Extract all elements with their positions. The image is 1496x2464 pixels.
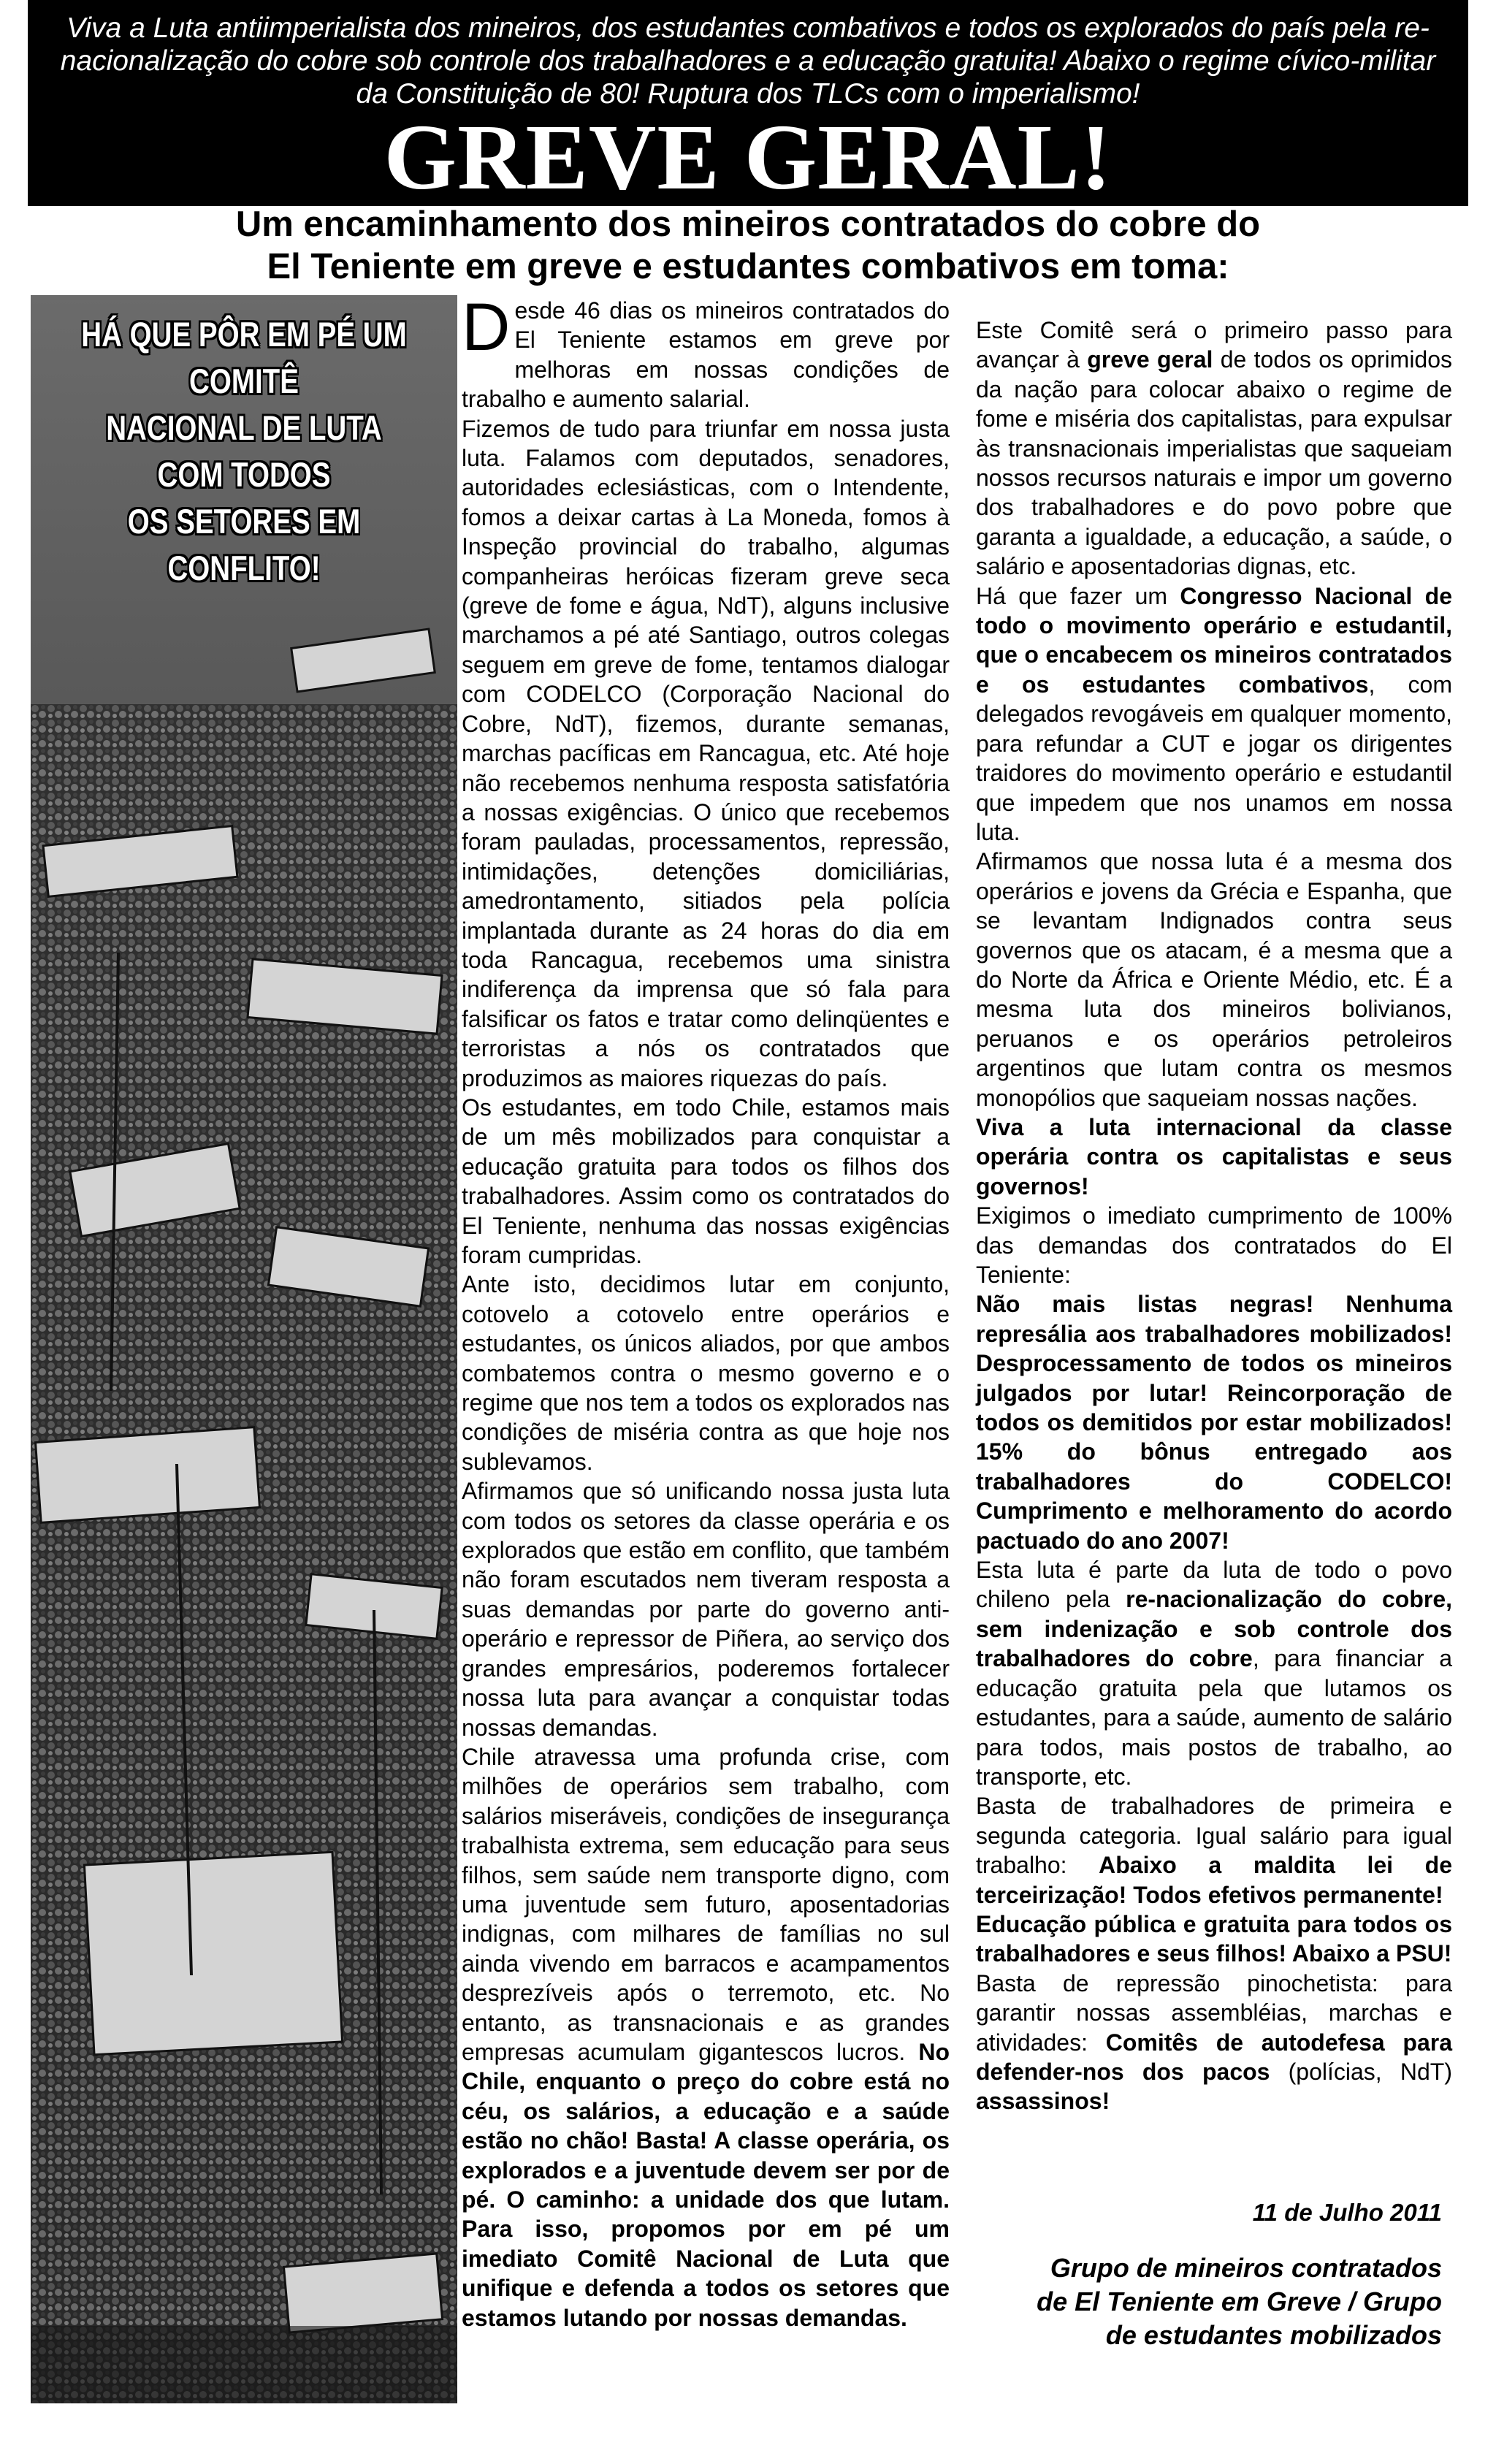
paragraph-text: Basta de trabalhadores de primeira e segunda categoria. Igual salário para igual trabalho: <box>976 1793 1452 1879</box>
paragraph: Afirmamos que só unificando nossa justa luta com todos os setores da classe operária e os explorados que estão em conflito, que também não foram escutados nem tiveram resposta a suas demandas por parte do governo anti-operário e repressor de Piñera, ao serviço dos grandes empresários, poderemos fortalecer nossa luta para avançar a conquistar todas nossas demandas. <box>462 1478 950 1741</box>
paragraph-text: Esta luta é parte da luta de todo o povo chileno pela <box>976 1557 1452 1613</box>
page-subtitle <box>66 203 1430 288</box>
bold-text: Congresso Nacional de todo o movimento operário e estudantil, que o encabecem os mineiros contratados e os estudantes combativos <box>976 582 1452 698</box>
paragraph: Ante isto, decidimos lutar em conjunto, cotovelo a cotovelo entre operários e estudantes, os únicos aliados, por que ambos combatemos contra o mesmo governo e o regime que nos tem a todos os explorados nas condições de miséria contra as que hoje nos sublevamos. <box>462 1271 950 1475</box>
signature-line: de El Teniente em Greve / Grupo <box>1037 2286 1442 2316</box>
paragraph: Fizemos de tudo para triunfar em nossa justa luta. Falamos com deputados, senadores, autoridades eclesiásticas, com o Intendente, fomos a deixar cartas à La Moneda, fomos à Inspeção provincial do trabalho, algumas companheiras heróicas fizeram greve seca (greve de fome e água, NdT), alguns inclusive marchamos a pé até Santiago, outros colegas seguem em greve de fome, tentamos dialogar com CODELCO (Corporação Nacional do Cobre, NdT), fizemos, durante semanas, marchas pacíficas em Rancagua, etc. Até hoje não recebemos nenhuma resposta satisfatória a nossas exigências. O único que recebemos foram pauladas, processamentos, repressão, intimidações, detenções domiciliárias, amedrontamento, sitiados pela polícia implantada durante as 24 horas do dia em toda Rancagua, recebemos uma sinistra indiferença da imprensa que só fala para falsificar os fatos e tratar como delinqüentes e terroristas a nós os contratados que produzimos as maiores riquezas do país. <box>462 415 950 1091</box>
header-slogan: Viva a Luta antiimperialista dos mineiros, dos estudantes combativos e todos os explorados do país pela re-nacionalização do cobre sob controle dos trabalhadores e a educação gratuita! Abaixo o regime cívico-militar da Constituição de 80! Ruptura dos TLCs com o imperialismo! <box>60 12 1436 110</box>
paragraph <box>976 1289 1452 1555</box>
paragraph: Exigimos o imediato cumprimento de 100% das demandas dos contratados do El Teniente: <box>976 1202 1452 1288</box>
document-date: 11 de Julho 2011 <box>1252 2199 1442 2226</box>
paragraph-text: de todos os oprimidos da nação para colocar abaixo o regime de fome e miséria dos capitalistas, para expulsar às transnacionais imperialistas que saqueiam nossos recursos naturais e impor um governo dos trabalhadores e do povo pobre que garanta a igualdade, a educação, a saúde, o salário e aposentadorias dignas, etc. <box>976 346 1453 580</box>
signature-line: Grupo de mineiros contratados <box>1050 2253 1442 2283</box>
paragraph <box>976 1113 1452 1201</box>
paragraph <box>976 1910 1452 1969</box>
subtitle-line: Um encaminhamento dos mineiros contratados do cobre do <box>235 205 1261 244</box>
paragraph <box>976 1555 1452 1791</box>
article-column-right <box>976 316 1452 2116</box>
protest-photo <box>31 295 457 2403</box>
paragraph-text: Este Comitê será o primeiro passo para avançar à <box>976 317 1452 373</box>
paragraph-text: Há que fazer um <box>976 582 1180 609</box>
photo-caption-line: COM TODOS <box>157 455 331 494</box>
photo-caption <box>69 311 419 592</box>
bold-text: Viva a luta internacional da classe operária contra os capitalistas e seus governos! <box>976 1113 1452 1199</box>
bold-text: greve geral <box>1087 346 1213 373</box>
paragraph-text: Chile atravessa uma profunda crise, com milhões de operários sem trabalho, com salários miseráveis, condições de insegurança trabalhista extrema, sem educação para seus filhos, sem saúde nem transporte digno, com uma juventude sem futuro, aposentadorias indignas, com milhares de famílias no sul ainda vivendo em barracos e acampamentos desprezíveis após o terremoto, etc. No entanto, as transnacionais e as grandes empresas acumulam gigantescos lucros. <box>462 1743 950 2065</box>
paragraph-text: Basta de repressão pinochetista: para garantir nossas assembléias, marchas e atividades: <box>976 1969 1452 2056</box>
bold-text: assassinos! <box>976 2088 1110 2115</box>
bold-text: re-nacionalização do cobre, sem indenização e sob controle dos trabalhadores do cobre <box>976 1586 1453 1672</box>
paragraph <box>462 1742 950 2333</box>
bold-text: Educação pública e gratuita para todos os trabalhadores e seus filhos! Abaixo a PSU! <box>976 1910 1452 1967</box>
bold-text: No Chile, enquanto o preço do cobre está no céu, os salários, a educação e a saúde estão no chão! Basta! A classe operária, os explorados e a juventude devem ser por de pé. O caminho: a unidade dos que lutam. Para isso, propomos por em pé um imediato Comitê Nacional de Luta que unifique e defenda a todos os setores que estamos lutando por nossas demandas. <box>462 2038 950 2331</box>
article-column-middle <box>462 290 950 2333</box>
paragraph-text: , para financiar a educação gratuita pela que lutamos os estudantes, para a saúde, aumento de salário para todos, mais postos de trabalho, ao transporte, etc. <box>976 1645 1453 1790</box>
paragraph <box>462 290 950 414</box>
paragraph-text: (polícias, NdT) <box>1270 2058 1452 2085</box>
drop-cap: D <box>462 290 511 365</box>
paragraph: Afirmamos que nossa luta é a mesma dos operários e jovens da Grécia e Espanha, que se levantam Indignados contra seus governos que os atacam, é a mesma que a do Norte da África e Oriente Médio, etc. É a mesma luta dos mineiros bolivianos, peruanos e os operários petroleiros argentinos que lutam contra os mesmos monopólios que saqueiam nossas nações. <box>976 848 1452 1111</box>
paragraph <box>976 581 1452 847</box>
photo-caption-line: NACIONAL DE LUTA <box>106 408 382 447</box>
subtitle-line: El Teniente em greve e estudantes combativos em toma: <box>267 247 1229 286</box>
bold-text: Abaixo a maldita lei de terceirização! Todos efetivos permanente! <box>976 1852 1453 1908</box>
paragraph: Os estudantes, em todo Chile, estamos mais de um mês mobilizados para conquistar a educação gratuita para todos os filhos dos trabalhadores. Assim como os contratados do El Teniente, nenhuma das nossas exigências foram cumpridas. <box>462 1094 950 1268</box>
photo-caption-line: HÁ QUE PÔR EM PÉ UM COMITÊ <box>81 315 407 400</box>
photo-caption-line: OS SETORES EM CONFLITO! <box>127 502 361 587</box>
document-signature <box>950 2251 1442 2352</box>
bold-text: Comitês de autodefesa para defender-nos dos pacos <box>976 2029 1453 2085</box>
paragraph <box>976 1791 1452 1910</box>
paragraph <box>976 316 1452 581</box>
paragraph <box>976 1969 1452 2116</box>
bold-text: Não mais listas negras! Nenhuma represália aos trabalhadores mobilizados! Desprocessamento de todos os mineiros julgados por lutar! Reincorporação de todos os demitidos por estar mobilizados! 15% do bônus entregado aos trabalhadores do CODELCO! Cumprimento e melhoramento do acordo pactuado do ano 2007! <box>976 1291 1452 1554</box>
protest-crowd-image <box>31 295 457 2403</box>
signature-line: de estudantes mobilizados <box>1105 2320 1442 2350</box>
paragraph-text: esde 46 dias os mineiros contratados do El Teniente estamos em greve por melhoras em nossas condições de trabalho e aumento salarial. <box>462 297 950 413</box>
paragraph-text: , com delegados revogáveis em qualquer momento, para refundar a CUT e jogar os dirigentes traidores do movimento operário e estudantil que impedem que nos unamos em nossa luta. <box>976 671 1452 845</box>
page-headline: GREVE GERAL! <box>383 105 1113 209</box>
